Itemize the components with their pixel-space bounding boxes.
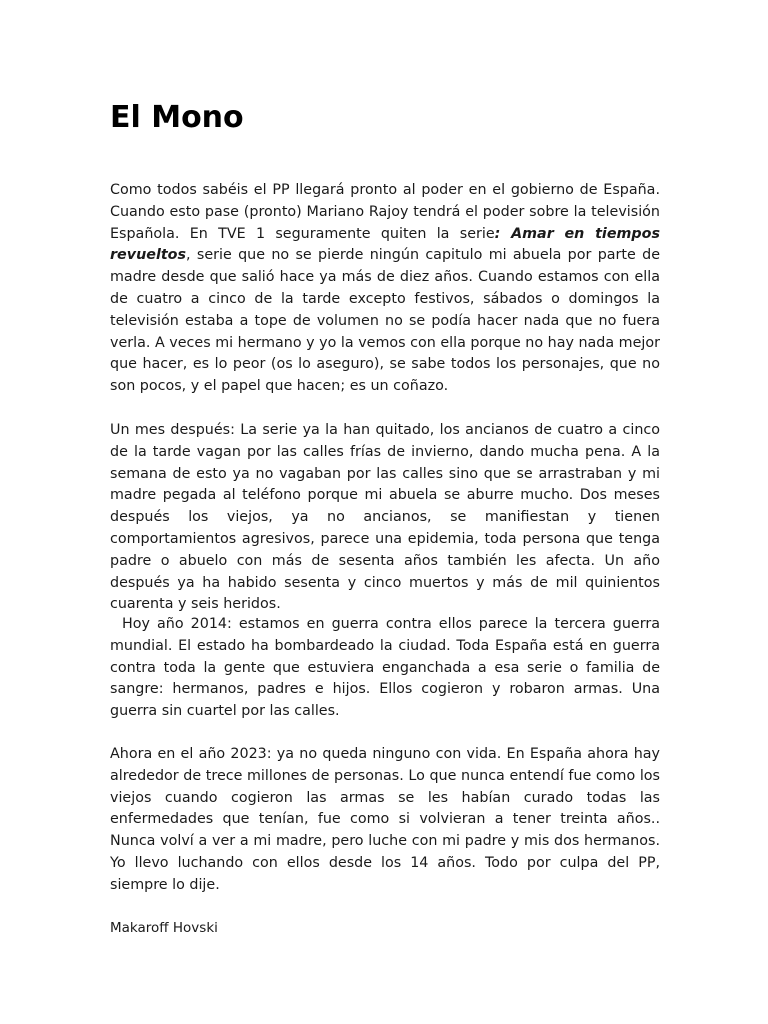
- paragraph-2: Un mes después: La serie ya la han quitado, los ancianos de cuatro a cinco de la tarde vagan por las calles frías de invierno, dando mucha pena. A la semana de esto ya no vagaban por las calles sino que se arrastraban y mi madre pegada al teléfono porque mi abuela se aburre mucho. Dos meses después los viejos, ya no ancianos, se manifiestan y tienen comportamientos agresivos, parece una epidemia, toda persona que tenga padre o abuelo con más de sesenta años también les afecta. Un año después ya ha habido sesenta y cinco muertos y más de mil quinientos cuarenta y seis heridos.: [110, 422, 660, 613]
- paragraph-1-text-end: , serie que no se pierde ningún capitulo mi abuela por parte de madre desde que salió hace ya más de diez años. Cuando estamos con ella de cuatro a cinco de la tarde excepto festivos, sábados o domingos la televisión estaba a tope de volumen no se podía hacer nada que no fuera verla. A veces mi hermano y yo la vemos con ella porque no hay nada mejor que hacer, es lo peor (os lo aseguro), se sabe todos los personajes, que no son pocos, y el papel que hacen; es un coñazo.: [110, 247, 661, 395]
- paragraph-4: Ahora en el año 2023: ya no queda ninguno con vida. En España ahora hay alrededor de trece millones de personas. Lo que nunca entendí fue como los viejos cuando cogieron las armas se les habían curado todas las enfermedades que tenían, fue como si volvieran a tener treinta años.. Nunca volví a ver a mi madre, pero luche con mi padre y mis dos hermanos. Yo llevo luchando con ellos desde los 14 años. Todo por culpa del PP, siempre lo dije.: [110, 746, 660, 893]
- series-title-emphasis: : Amar en tiempos revueltos: [110, 225, 660, 264]
- author-signature: Makaroff Hovski: [110, 920, 218, 936]
- paragraph-1-text-start: Como todos sabéis el PP llegará pronto al poder en el gobierno de España. Cuando esto pase (pronto) Mariano Rajoy tendrá el poder sobre la televisión Española. En TVE 1 seguramente quiten la serie: [110, 182, 660, 242]
- paragraph-3: Hoy año 2014: estamos en guerra contra ellos parece la tercera guerra mundial. El estado ha bombardeado la ciudad. Toda España está en guerra contra toda la gente que estuviera enganchada a esa serie o familia de sangre: hermanos, padres e hijos. Ellos cogieron y robaron armas. Una guerra sin cuartel por las calles.: [110, 616, 660, 720]
- paragraph-1: [110, 180, 660, 398]
- page-title: El Mono: [110, 100, 244, 135]
